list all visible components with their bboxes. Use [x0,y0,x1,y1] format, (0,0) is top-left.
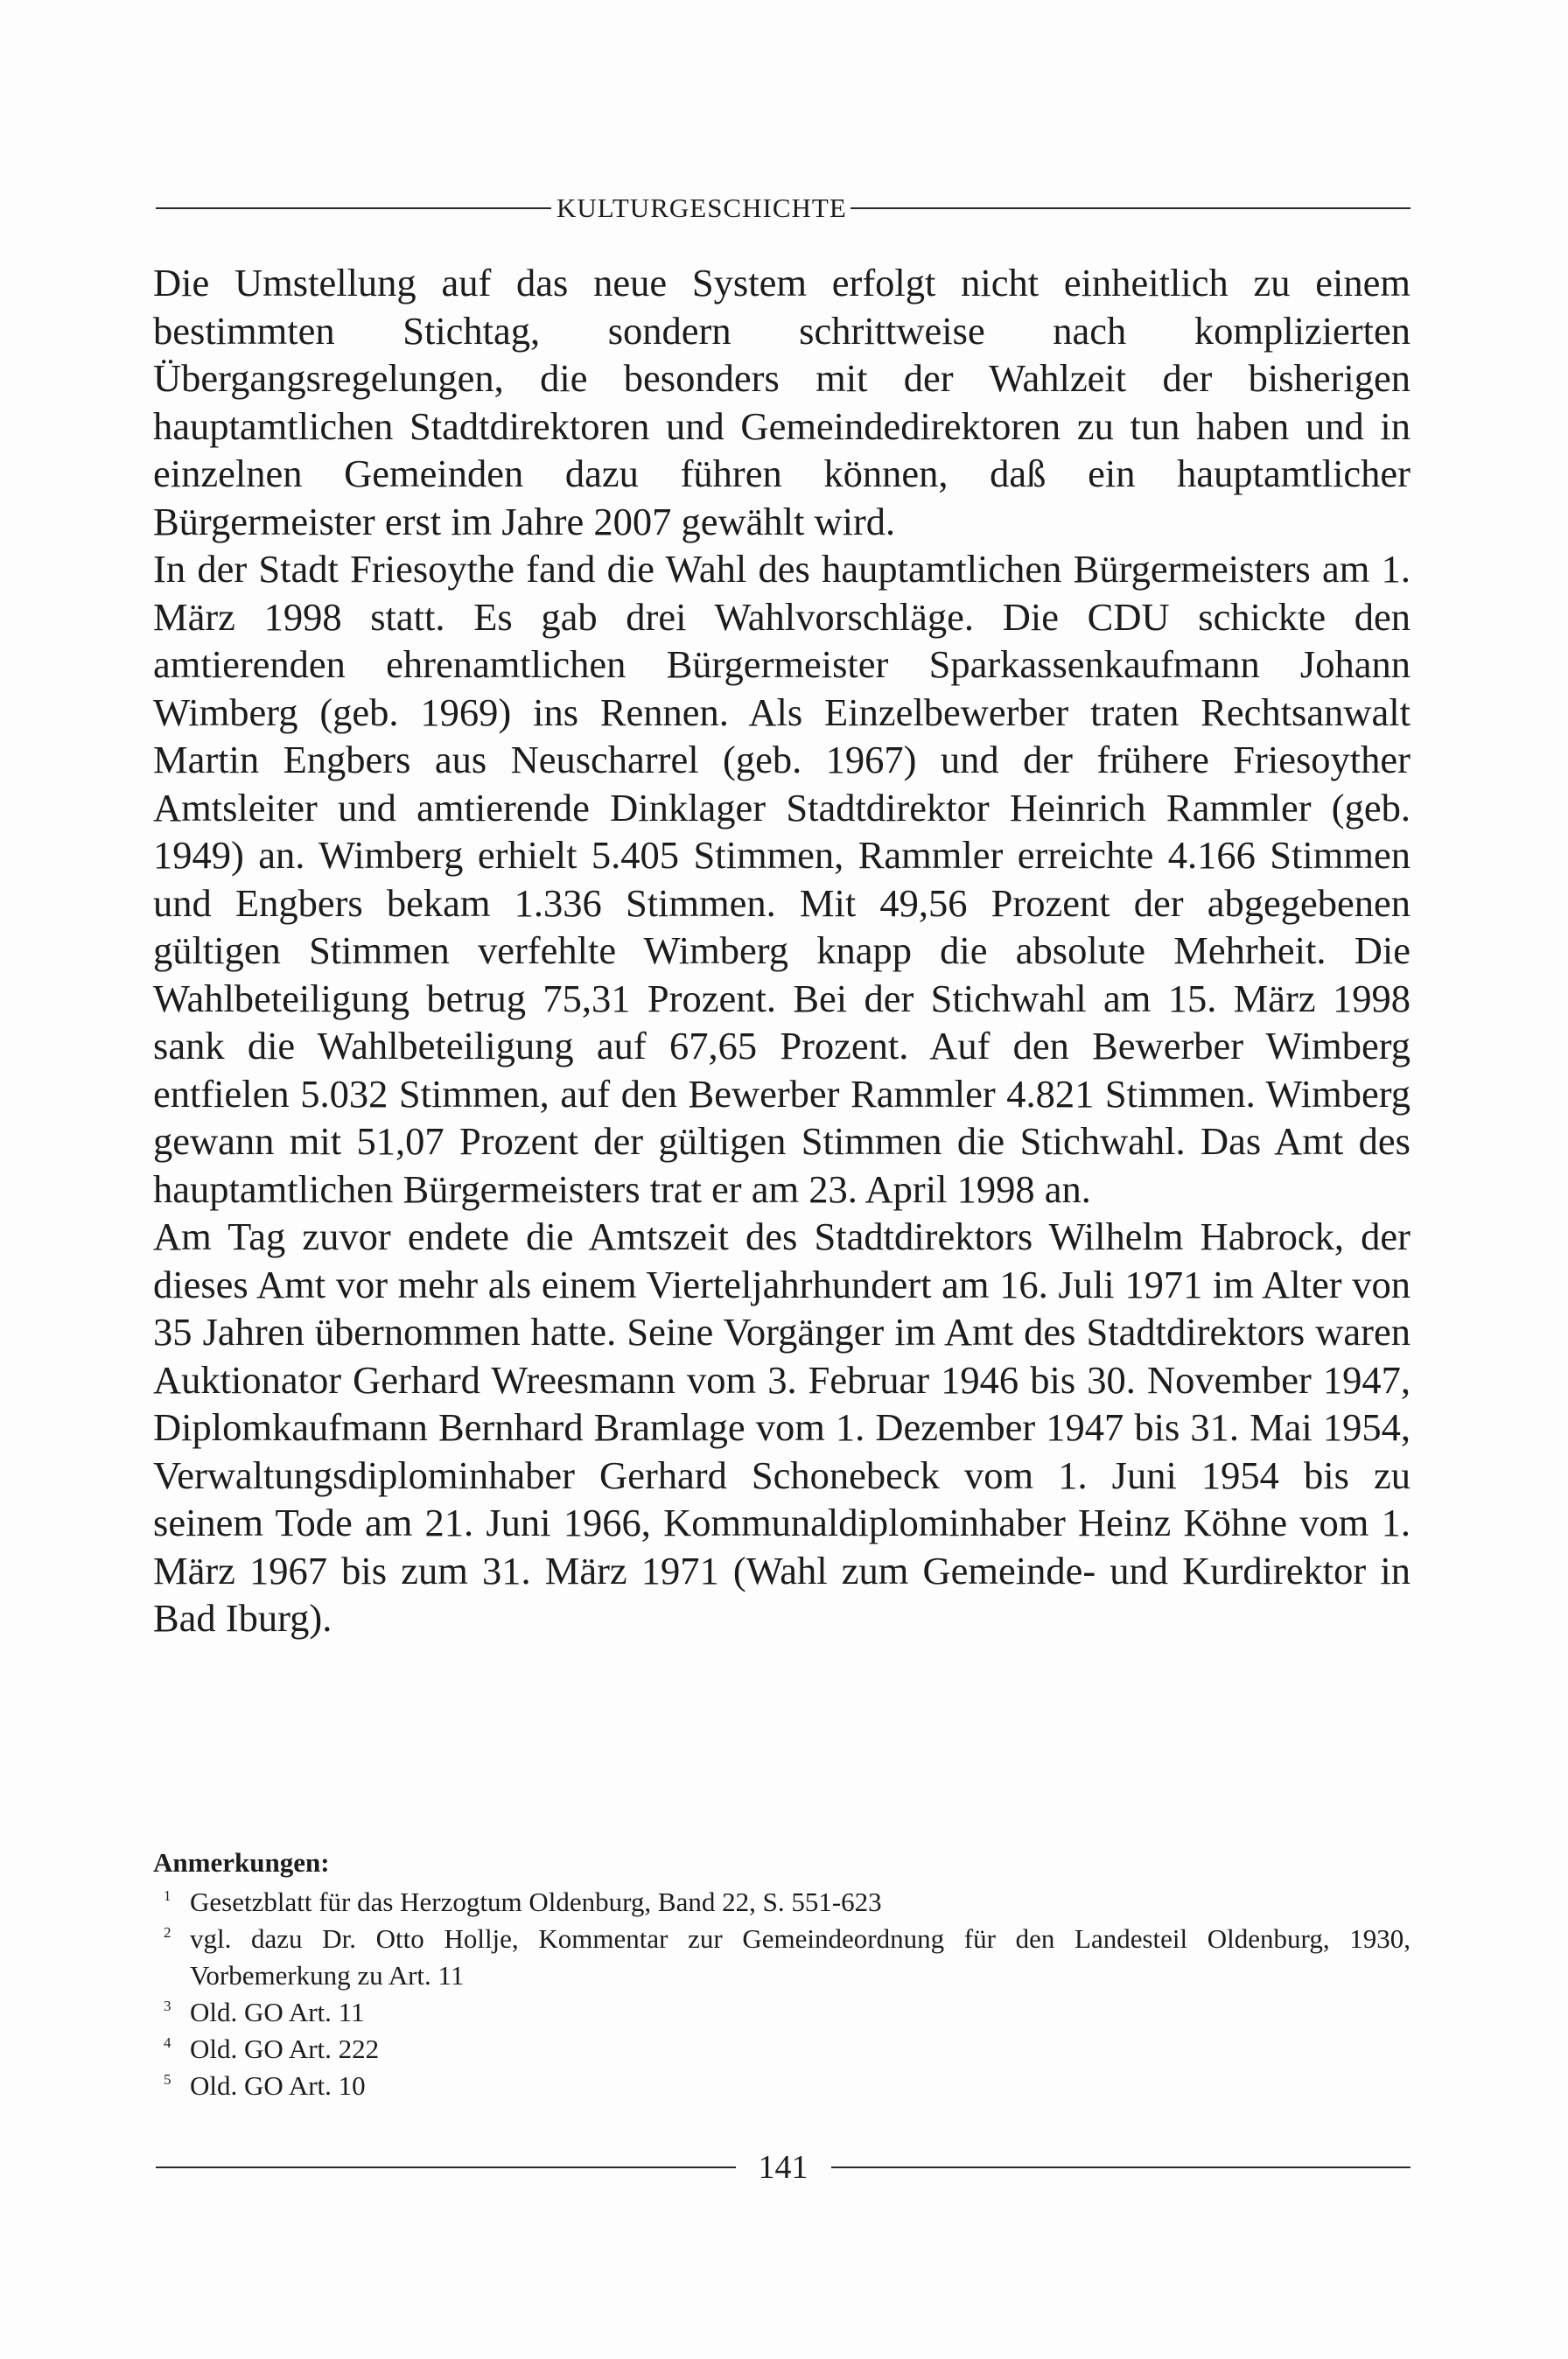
footnote-item [153,1884,1410,1921]
header-rule-left [156,207,551,209]
footnote-text: Gesetzblatt für das Herzogtum Oldenburg, Band 22, S. 551-623 [190,1886,882,1917]
page-footer [156,2146,1410,2189]
paragraph: In der Stadt Friesoythe fand die Wahl des hauptamtlichen Bürgermeisters am 1. März 1998 statt. Es gab drei Wahlvorschläge. Die CDU schickte den amtierenden ehrenamtlichen Bürgermeister Sparkassenkaufmann Johann Wimberg (geb. 1969) ins Rennen. Als Einzelbewerber traten Rechtsanwalt Martin Engbers aus Neuscharrel (geb. 1967) und der frühere Friesoyther Amtsleiter und amtierende Dinklager Stadtdirektor Heinrich Rammler (geb. 1949) an. Wimberg erhielt 5.405 Stimmen, Rammler erreichte 4.166 Stimmen und Engbers bekam 1.336 Stimmen. Mit 49,56 Prozent der abgegebenen gültigen Stimmen verfehlte Wimberg knapp die absolute Mehrheit. Die Wahlbeteiligung betrug 75,31 Prozent. Bei der Stichwahl am 15. März 1998 sank die Wahlbeteiligung auf 67,65 Prozent. Auf den Bewerber Wimberg entfielen 5.032 Stimmen, auf den Bewerber Rammler 4.821 Stimmen. Wimberg gewann mit 51,07 Prozent der gültigen Stimmen die Stichwahl. Das Amt des hauptamtlichen Bürgermeisters trat er am 23. April 1998 an. [153,547,1410,1211]
footnote-marker: 4 [164,2034,172,2051]
footnotes-section [153,1844,1410,2104]
footnote-text: Old. GO Art. 10 [190,2070,366,2101]
footnote-item [153,1994,1410,2031]
paragraph: Am Tag zuvor endete die Amtszeit des Stadtdirektors Wilhelm Habrock, der dieses Amt vor mehr als einem Vierteljahrhundert am 16. Juli 1971 im Alter von 35 Jahren übernommen hatte. Seine Vorgänger im Amt des Stadtdirektors waren Auktionator Gerhard Wreesmann vom 3. Februar 1946 bis 30. November 1947, Diplomkaufmann Bernhard Bramlage vom 1. Dezember 1947 bis 31. Mai 1954, Verwaltungsdiplominhaber Gerhard Schonebeck vom 1. Juni 1954 bis zu seinem Tode am 21. Juni 1966, Kommunaldiplominhaber Heinz Köhne vom 1. März 1967 bis zum 31. März 1971 (Wahl zum Gemeinde- und Kurdirektor in Bad Iburg). [153,1214,1410,1640]
header-rule-right [850,207,1410,209]
footer-rule-left [156,2166,736,2168]
footnote-marker: 2 [164,1924,172,1941]
running-header [156,191,1410,226]
footnote-item [153,2031,1410,2068]
footnote-marker: 3 [164,1998,172,2014]
footnote-marker: 5 [164,2071,172,2088]
footnotes-list [153,1884,1410,2104]
page-number: 141 [758,2149,808,2186]
footnote-text: vgl. dazu Dr. Otto Hollje, Kommentar zur Gemeindeordnung für den Landesteil Oldenburg, 1930, Vorbemerkung zu Art. 11 [190,1923,1410,1991]
footnote-marker: 1 [164,1887,172,1904]
footnotes-heading: Anmerkungen: [153,1847,330,1878]
body-text [153,259,1410,1642]
footnote-item [153,1921,1410,1994]
footer-rule-right [831,2166,1411,2168]
footnote-text: Old. GO Art. 222 [190,2034,380,2064]
running-header-title: KULTURGESCHICHTE [556,192,847,223]
footnote-item [153,2068,1410,2104]
paragraph: Die Umstellung auf das neue System erfolgt nicht einheitlich zu einem bestimmten Stichtag, sondern schrittweise nach komplizierten Übergangsregelungen, die besonders mit der Wahlzeit der bisherigen hauptamtlichen Stadtdirektoren und Gemeindedirektoren zu tun haben und in einzelnen Gemeinden dazu führen können, daß ein hauptamtlicher Bürgermeister erst im Jahre 2007 gewählt wird. [153,261,1410,543]
footnote-text: Old. GO Art. 11 [190,1997,365,2027]
